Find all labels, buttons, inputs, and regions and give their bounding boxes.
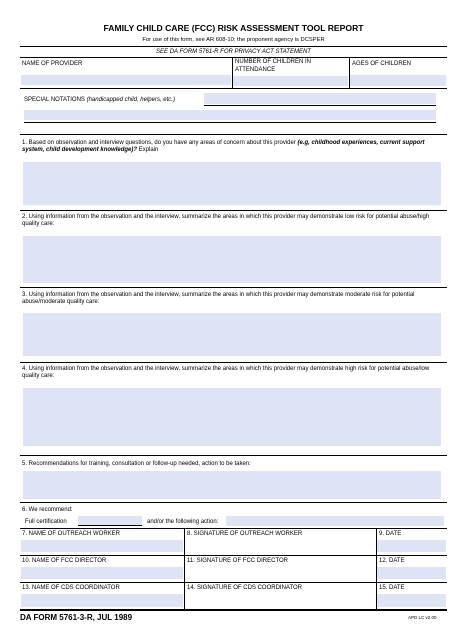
conditions-label: and/or the following action:	[147, 519, 219, 525]
divider	[20, 362, 447, 363]
special-notations-field-1[interactable]	[204, 93, 436, 104]
question-2-text: 2. Using information from the observation and the interview, summarize the areas in which this provider may demonstrate low risk for potential abuse/high quality care:	[22, 214, 430, 227]
divider	[20, 555, 447, 556]
divider	[20, 88, 447, 89]
cds-coordinator-name-label: 13. NAME OF CDS COORDINATOR	[22, 585, 120, 591]
children-count-field[interactable]	[233, 76, 348, 86]
underline	[204, 105, 436, 106]
fcc-director-name-label: 10. NAME OF FCC DIRECTOR	[22, 558, 107, 564]
special-notations-field-2[interactable]	[24, 110, 436, 120]
cds-coordinator-signature-label: 14. SIGNATURE OF CDS COORDINATOR	[187, 585, 303, 591]
fcc-director-signature-label: 11. SIGNATURE OF FCC DIRECTOR	[187, 558, 289, 564]
version-label: APD LC v2.00	[408, 615, 437, 620]
outreach-worker-name-field[interactable]	[21, 540, 183, 552]
divider	[20, 57, 447, 58]
question-1-text: 1. Based on observation and interview questions, do you have any areas of concern about this provider	[22, 140, 296, 146]
question-1	[22, 140, 444, 154]
cds-coordinator-name-field[interactable]	[21, 594, 183, 607]
question-4-text: 4. Using information from the observation and the interview, summarize the areas in which this provider may demonstrate high risk for potential abuse/low quality care:	[22, 366, 430, 379]
special-notations-title: SPECIAL NOTATIONS	[24, 97, 85, 103]
divider	[20, 502, 447, 503]
date-field-12[interactable]	[377, 567, 446, 579]
question-1-hint: (e.g, childhood experiences, current support system, child development knowledge)?	[22, 140, 425, 153]
form-id: DA FORM 5761-3-R, JUL 1989	[20, 613, 133, 622]
date-label-9: 9. DATE	[379, 531, 402, 537]
outreach-worker-signature-label: 8. SIGNATURE OF OUTREACH WORKER	[187, 531, 303, 537]
outreach-worker-name-label: 7. NAME OF OUTREACH WORKER	[22, 531, 121, 537]
question-1-answer[interactable]	[23, 162, 441, 205]
divider	[184, 528, 185, 610]
divider	[20, 134, 447, 135]
question-3-text: 3. Using information from the observation and the interview, summarize the areas in which this provider may demonstrate moderate risk for potential abuse/moderate quality care:	[22, 292, 415, 305]
question-5-answer[interactable]	[23, 471, 441, 499]
full-certification-label: Full certification	[25, 519, 67, 525]
provider-name-label: NAME OF PROVIDER	[22, 61, 83, 67]
question-3-answer[interactable]	[23, 313, 441, 356]
date-label-15: 15. DATE	[379, 585, 405, 591]
underline	[78, 525, 142, 526]
conditions-field[interactable]	[226, 516, 444, 526]
divider	[20, 582, 447, 583]
privacy-statement: SEE DA FORM 5761-R FOR PRIVACY ACT STATEMENT	[156, 49, 311, 55]
underline	[24, 122, 436, 123]
children-count-label-2: ATTENDANCE	[235, 67, 276, 73]
special-notations-label	[24, 97, 175, 104]
special-notations-hint: (handicapped child, helpers, etc.)	[86, 97, 175, 103]
date-field-15[interactable]	[377, 594, 446, 607]
ages-of-children-field[interactable]	[350, 75, 446, 86]
fcc-director-name-field[interactable]	[21, 567, 183, 579]
full-certification-field[interactable]	[78, 516, 142, 525]
divider	[20, 46, 447, 47]
ages-of-children-label: AGES OF CHILDREN	[352, 61, 412, 67]
children-count-label-1: NUMBER OF CHILDREN IN	[235, 59, 312, 65]
divider	[20, 455, 447, 456]
question-4-answer[interactable]	[23, 388, 441, 446]
date-field-9[interactable]	[377, 540, 446, 552]
divider	[20, 210, 447, 211]
date-label-12: 12. DATE	[379, 558, 405, 564]
divider	[20, 528, 447, 529]
question-6-text: 6. We recommend:	[22, 507, 73, 513]
question-5-text: 5. Recommendations for training, consultation or follow-up needed, action to be taken:	[22, 461, 251, 467]
question-1-tail: Explain	[138, 147, 159, 153]
form-subtitle: For use of this form, see AR 608-10; the proponent agency is DCSPER	[142, 37, 325, 43]
divider	[20, 609, 447, 611]
question-2-answer[interactable]	[23, 236, 441, 283]
provider-name-field[interactable]	[21, 75, 231, 85]
form-title: FAMILY CHILD CARE (FCC) RISK ASSESSMENT TOOL REPORT	[103, 23, 364, 33]
divider	[20, 287, 447, 288]
